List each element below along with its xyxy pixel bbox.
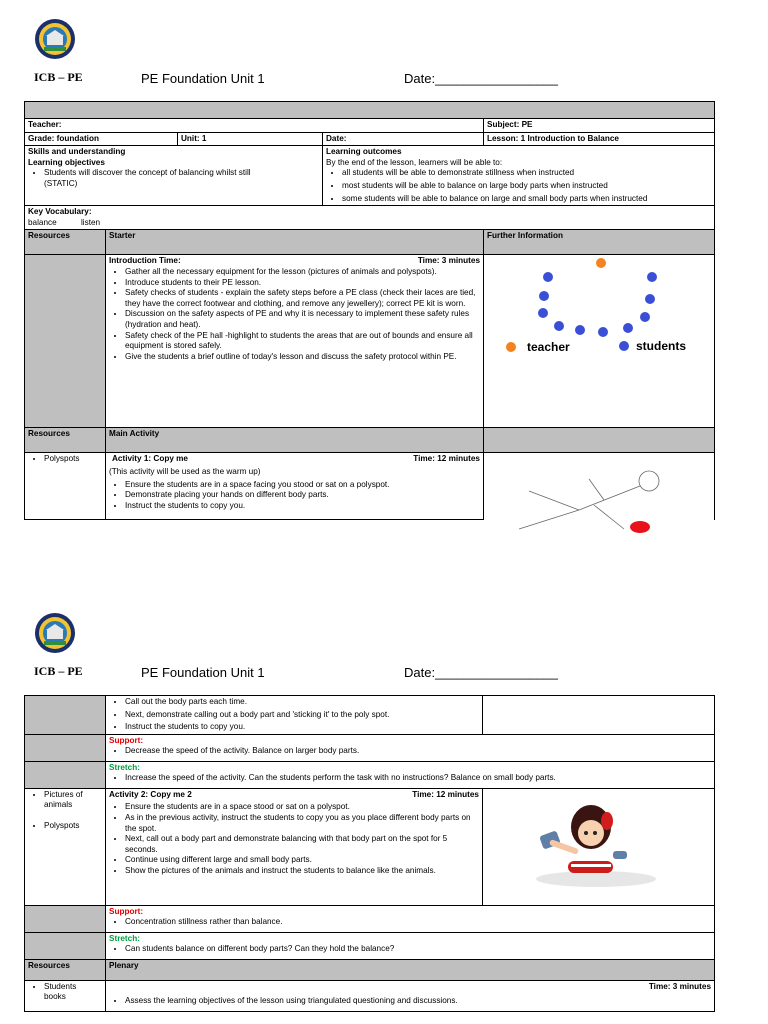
grade: Grade: foundation [25, 132, 178, 146]
student-dot [554, 321, 564, 331]
activity1-cell [106, 453, 484, 520]
activity1-time: Time: 12 minutes [413, 454, 480, 464]
intro-item: • Gather all the necessary equipment for the lesson (pictures of animals and polyspots). [125, 267, 480, 278]
balancing-girl-illustration [483, 789, 715, 903]
legend-student-dot [619, 341, 629, 351]
resources-label: Resources [25, 230, 106, 255]
polyspots-resource [25, 453, 106, 520]
intro-title: Introduction Time: [109, 256, 181, 266]
school-logo [34, 612, 76, 654]
activity2-title: Activity 2: Copy me 2 [109, 789, 192, 799]
further-info-label: Further Information [484, 230, 715, 255]
cont-item: • Call out the body parts each time. [125, 697, 479, 708]
teacher-label: Teacher: [25, 119, 484, 133]
cont-item: • Next, demonstrate calling out a body part and 'sticking it' to the poly spot. [125, 710, 479, 721]
unit-title: PE Foundation Unit 1 [141, 665, 265, 680]
objectives-cell [25, 146, 323, 206]
plenary-resources [25, 980, 106, 1011]
unit: Unit: 1 [178, 132, 323, 146]
activity2-item: • As in the previous activity, instruct the students to copy you as you place different body parts on the spot. [125, 813, 479, 834]
legend-teacher-label: teacher [527, 340, 570, 355]
plenary-cell [106, 980, 715, 1011]
support2-gray [25, 905, 106, 932]
vocab-cell [25, 206, 715, 230]
objective-item: • Students will discover the concept of balancing whilst still (STATIC) [44, 168, 319, 189]
date-cell: Date: [323, 132, 484, 146]
activity2-cell [106, 788, 483, 905]
stretch-label: Stretch: [109, 762, 140, 772]
student-dot [623, 323, 633, 333]
cont-activity-cell [106, 696, 483, 735]
vocab-heading: Key Vocabulary: [28, 207, 92, 217]
intro-item: • Introduce students to their PE lesson. [125, 278, 480, 289]
page-2 [0, 600, 768, 1024]
student-dot [575, 325, 585, 335]
resource-item: • Pictures of animals [44, 790, 102, 811]
further-info-cell [484, 255, 715, 428]
activity2-item: • Continue using different large and small body parts. [125, 855, 479, 866]
outcomes-heading: Learning outcomes [326, 147, 402, 157]
intro-item: • Safety check of the PE hall -highlight to students the areas that are out of bounds and ensure all equipment is stored safely. [125, 331, 480, 352]
intro-item: • Safety checks of students - explain the safety steps before a PE class (check their laces are tied, they have the correct footwear and clothing, and remove any jewellery); correct PE kit is worn. [125, 288, 480, 309]
student-dot [538, 308, 548, 318]
stretch-label: Stretch: [109, 933, 140, 943]
cont-resources-gray [25, 696, 106, 735]
stretch-item: • Can students balance on different body parts? Can they hold the balance? [125, 944, 711, 955]
vocab-word: balance [28, 217, 57, 227]
school-name: ICB – PE [34, 664, 83, 678]
starter-cell [106, 255, 484, 428]
activity1-note: (This activity will be used as the warm up) [109, 466, 261, 476]
support1-gray [25, 734, 106, 761]
activity2-item: • Ensure the students are in a space stood or sat on a polyspot. [125, 802, 479, 813]
support1-cell [106, 734, 715, 761]
outcomes-intro: By the end of the lesson, learners will be able to: [326, 157, 503, 167]
date-field: Date:_________________ [404, 665, 558, 680]
lesson-plan-table-continued [24, 695, 715, 1012]
intro-time: Time: 3 minutes [417, 256, 480, 266]
resource-item: • Students books [44, 982, 102, 1003]
legend-teacher-dot [506, 342, 516, 352]
activity1-title: Activity 1: Copy me [112, 454, 188, 464]
school-name: ICB – PE [34, 70, 83, 84]
stick-figure-cell [484, 453, 715, 520]
stretch1-cell [106, 761, 715, 788]
support-item: • Decrease the speed of the activity. Balance on larger body parts. [125, 746, 711, 757]
teacher-dot [596, 258, 606, 268]
stick-figure-illustration [484, 453, 713, 517]
school-logo [34, 18, 76, 60]
plenary-label: Plenary [106, 959, 715, 980]
cont-further-cell [483, 696, 715, 735]
cont-item: • Instruct the students to copy you. [125, 722, 479, 733]
support-label: Support: [109, 906, 144, 916]
activity2-time: Time: 12 minutes [412, 789, 479, 799]
resources-label-3: Resources [25, 959, 106, 980]
activity1-item: • Instruct the students to copy you. [125, 501, 480, 512]
outcomes-cell [323, 146, 715, 206]
stretch2-cell [106, 932, 715, 959]
resources-empty [25, 255, 106, 428]
outcome-item: • some students will be able to balance on large and small body parts when instructed [342, 194, 711, 205]
resources-label-2: Resources [25, 428, 106, 453]
outcome-item: • all students will be able to demonstrate stillness when instructed [342, 168, 711, 179]
plenary-time: Time: 3 minutes [648, 981, 711, 991]
plenary-item: • Assess the learning objectives of the lesson using triangulated questioning and discussions. [125, 996, 711, 1007]
date-field: Date:_________________ [404, 71, 558, 86]
skills-heading: Skills and understanding [28, 147, 126, 157]
student-dot [543, 272, 553, 282]
activity2-item: • Show the pictures of the animals and instruct the students to balance like the animals. [125, 866, 479, 877]
main-activity-gray [484, 428, 715, 453]
support2-cell [106, 905, 715, 932]
activity2-item: • Next, call out a body part and demonstrate balancing with that body part on the spot for 5 seconds. [125, 834, 479, 855]
resource-item: • Polyspots [44, 821, 102, 832]
resource-item: • Polyspots [44, 454, 102, 465]
subject: Subject: PE [484, 119, 715, 133]
objectives-heading: Learning objectives [28, 157, 105, 167]
stretch-item: • Increase the speed of the activity. Can the students perform the task with no instructions? Balance on small body parts. [125, 773, 711, 784]
stretch2-gray [25, 932, 106, 959]
student-dot [598, 327, 608, 337]
support-label: Support: [109, 735, 144, 745]
activity1-item: • Demonstrate placing your hands on different body parts. [125, 490, 480, 501]
activity1-item: • Ensure the students are in a space facing you stood or sat on a polyspot. [125, 480, 480, 491]
student-dot [640, 312, 650, 322]
student-dot [539, 291, 549, 301]
lesson-plan-table [24, 101, 715, 520]
lesson-title: Lesson: 1 Introduction to Balance [484, 132, 715, 146]
student-dot [645, 294, 655, 304]
activity2-resources [25, 788, 106, 905]
table-header-bar [25, 102, 715, 119]
unit-title: PE Foundation Unit 1 [141, 71, 265, 86]
formation-diagram [484, 255, 713, 425]
outcome-item: • most students will be able to balance on large body parts when instructed [342, 181, 711, 192]
support-item: • Concentration stillness rather than balance. [125, 917, 711, 928]
main-activity-label: Main Activity [106, 428, 484, 453]
intro-item: • Give the students a brief outline of today's lesson and discuss the safety protocol within PE. [125, 352, 480, 363]
vocab-word: listen [80, 217, 101, 227]
starter-label: Starter [106, 230, 484, 255]
balance-girl-cell [483, 788, 715, 905]
intro-item: • Discussion on the safety aspects of PE and why it is necessary to implement these safety rules (hydration and heat). [125, 309, 480, 330]
student-dot [647, 272, 657, 282]
legend-students-label: students [636, 339, 687, 354]
stretch1-gray [25, 761, 106, 788]
